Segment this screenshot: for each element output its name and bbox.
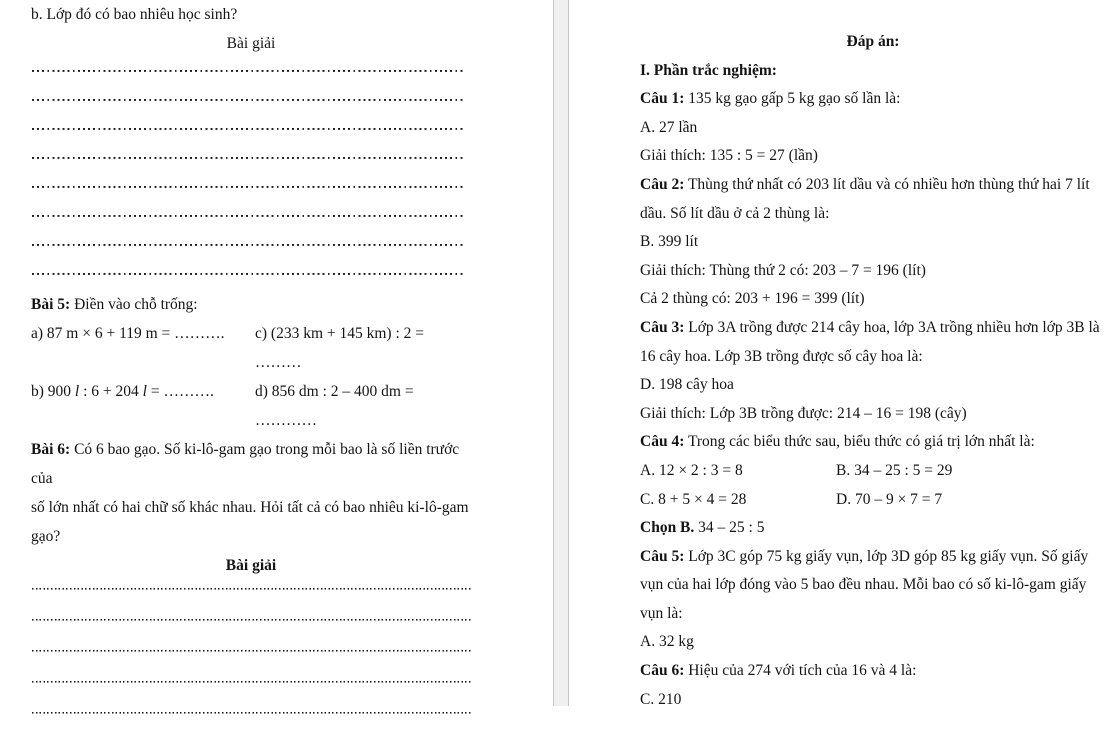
exercise-5-item-b [31,377,255,435]
item-b-part1: b) 900 [31,383,75,400]
cau-5-text-1: Lớp 3C góp 75 kg giấy vụn, lớp 3D góp 85 kg giấy vụn. Số giấy [684,547,1089,565]
cau-4-option-b: B. 34 – 25 : 5 = 29 [836,461,953,479]
exercise-6-text-1: Có 6 bao gạo. Số ki-lô-gam gạo trong mỗi bao là số liền trước của [31,441,460,487]
answer-blank-line [31,203,471,232]
answer-blank-line [31,145,471,174]
answer-blank-line [31,611,471,642]
answer-blank-line [31,261,471,290]
cau-4-choice-text: 34 – 25 : 5 [694,519,765,537]
answer-blank-line [31,704,471,735]
cau-2-explanation-1: Giải thích: Thùng thứ 2 có: 203 – 7 = 196 (lít) [640,261,926,279]
cau-1-question [640,85,1106,114]
cau-2-text-1: Thùng thứ nhất có 203 lít dầu và có nhiều hơn thùng thứ hai 7 lít [684,175,1090,193]
cau-2-explanation-2: Cả 2 thùng có: 203 + 196 = 399 (lít) [640,290,865,308]
answer-key-page [569,0,1116,706]
cau-6-text: Hiệu của 274 với tích của 16 và 4 là: [684,662,917,680]
item-b-part2: : 6 + 204 [79,383,143,400]
solution-blank-lines-2 [31,580,471,735]
item-b-litre-symbol-1: l [74,383,80,400]
cau-3-question-line-1 [640,314,1106,343]
cau-5-question-line-2: vụn của hai lớp đóng vào 5 bao đều nhau. Mỗi bao có số ki-lô-gam giấy [640,576,1087,594]
cau-4-options-row-2 [640,486,1106,515]
cau-5-question-line-3: vụn là: [640,604,683,622]
worksheet-exercises-page [0,0,553,706]
cau-4-text: Trong các biểu thức sau, biểu thức có giá trị lớn nhất là: [684,433,1035,451]
cau-5-question-line-1 [640,543,1106,572]
cau-4-option-c: C. 8 + 5 × 4 = 28 [640,490,747,508]
item-b-part3: = ………. [146,383,214,400]
cau-4-question [640,428,1106,457]
exercise-6-line-2: số lớn nhất có hai chữ số khác nhau. Hỏi tất cả có bao nhiêu ki-lô-gam [31,499,469,516]
answer-blank-line [31,116,471,145]
exercise-6-line-3: gạo? [31,528,61,545]
answer-blank-line [31,232,471,261]
answer-blank-line [31,580,471,611]
solution-heading-1: Bài giải [226,35,276,52]
solution-heading-2: Bài giải [225,557,277,574]
exercise-5-text: Điền vào chỗ trống: [70,296,198,313]
cau-1-label: Câu 1: [640,90,685,108]
cau-2-question-line-2: dầu. Số lít dầu ở cả 2 thùng là: [640,204,830,222]
page-gutter [553,0,569,706]
exercise-5-item-c: c) (233 km + 145 km) : 2 = ……… [255,325,425,371]
cau-5-label: Câu 5: [640,547,685,565]
cau-3-question-line-2: 16 cây hoa. Lớp 3B trồng được số cây hoa là: [640,347,923,365]
cau-1-text: 135 kg gạo gấp 5 kg gạo số lần là: [684,90,901,108]
cau-1-answer: A. 27 lần [640,118,698,136]
exercise-5-row-bd [31,377,471,435]
cau-6-answer: C. 210 [640,690,682,708]
left-page-content [0,0,471,735]
cau-4-options-row-1 [640,457,1106,486]
exercise-5-item-d: d) 856 dm : 2 – 400 dm = ………… [255,383,414,429]
cau-3-explanation: Giải thích: Lớp 3B trồng được: 214 – 16 = 198 (cây) [640,404,967,422]
exercise-5-item-a: a) 87 m × 6 + 119 m = ………. [31,325,225,342]
cau-2-label: Câu 2: [640,175,685,193]
answer-key-title: Đáp án: [846,33,900,50]
cau-5-answer: A. 32 kg [640,633,694,651]
exercise-6-label: Bài 6: [31,441,71,458]
cau-4-option-a: A. 12 × 2 : 3 = 8 [640,461,743,479]
answer-blank-line [31,673,471,704]
answer-blank-line [31,58,471,87]
cau-2-question-line-1 [640,171,1106,200]
cau-3-label: Câu 3: [640,318,685,336]
exercise-6-line-1 [31,435,471,493]
cau-6-question [640,657,1106,686]
item-b-litre-symbol-2: l [142,383,147,400]
exercise-5-row-ac [31,319,471,377]
cau-6-label: Câu 6: [640,662,685,680]
cau-4-choice-label: Chọn B. [640,519,695,537]
cau-4-choice [640,514,1106,543]
cau-1-explanation: Giải thích: 135 : 5 = 27 (lần) [640,147,818,165]
solution-blank-lines-1 [31,58,471,290]
cau-4-option-d: D. 70 – 9 × 7 = 7 [836,490,943,508]
question-b-line: b. Lớp đó có bao nhiêu học sinh? [31,6,238,23]
section-1-heading: I. Phần trắc nghiệm: [640,61,777,79]
exercise-5-label: Bài 5: [31,296,71,313]
answer-blank-line [31,87,471,116]
exercise-5-heading [31,290,471,319]
cau-2-answer: B. 399 lít [640,233,699,251]
answer-blank-line [31,642,471,673]
right-page-content [569,0,1116,714]
cau-4-label: Câu 4: [640,433,685,451]
cau-3-answer: D. 198 cây hoa [640,376,734,394]
cau-3-text-1: Lớp 3A trồng được 214 cây hoa, lớp 3A trồng nhiều hơn lớp 3B là [684,318,1100,336]
answer-blank-line [31,174,471,203]
